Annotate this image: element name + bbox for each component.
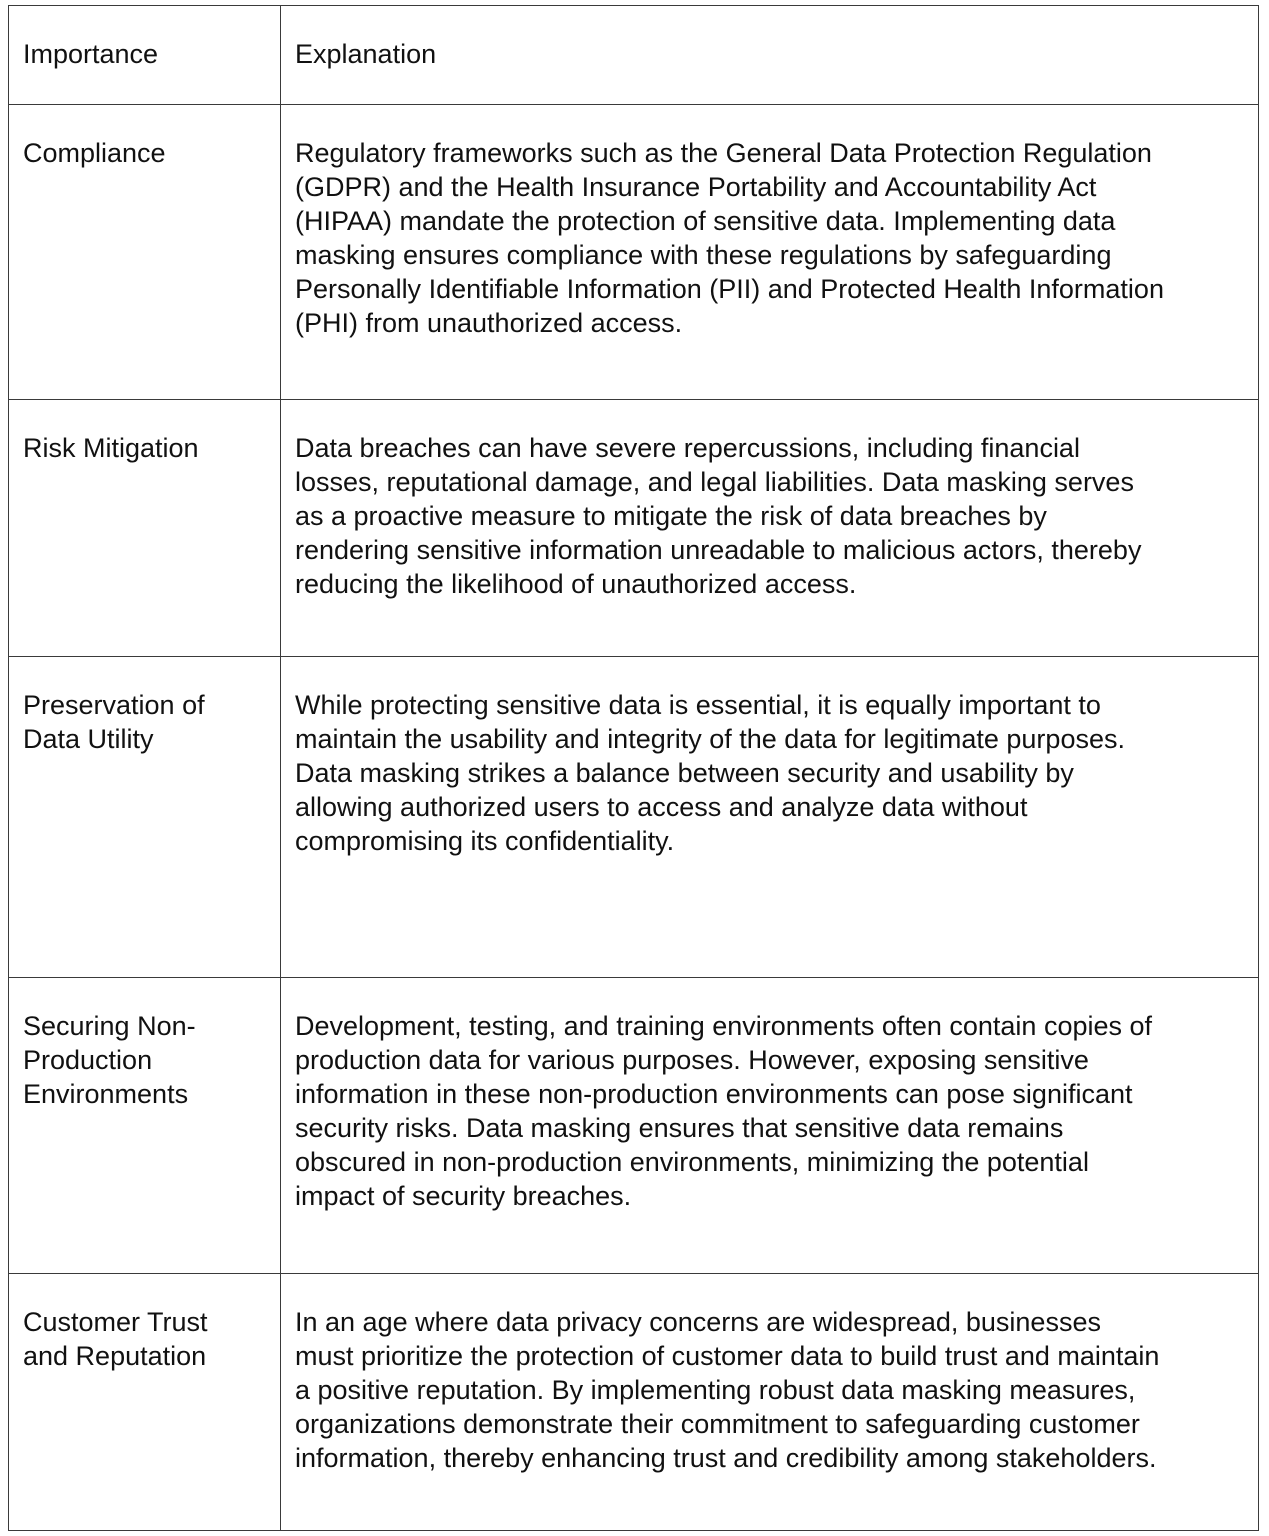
importance-table <box>8 5 1259 1531</box>
explanation-cell <box>281 400 1259 657</box>
importance-text: Risk Mitigation <box>23 433 199 463</box>
header-explanation-label: Explanation <box>295 39 437 69</box>
explanation-text: In an age where data privacy concerns are widespread, businesses must prioritize the protection of customer data to build trust and maintain a positive reputation. By implementing robust data masking measures, organizations demonstrate their commitment to safeguarding customer information, thereby enhancing trust and credibility among stakeholders. <box>295 1307 1160 1473</box>
table-header-row <box>9 6 1259 105</box>
importance-cell <box>9 400 281 657</box>
importance-text: Compliance <box>23 138 166 168</box>
table-row <box>9 978 1259 1274</box>
explanation-cell <box>281 1274 1259 1531</box>
explanation-text: Data breaches can have severe repercussions, including financial losses, reputational damage, and legal liabilities. Data masking serves as a proactive measure to mitigate the risk of data breaches by rendering sensitive information unreadable to malicious actors, thereby reducing the likelihood of unauthorized access. <box>295 433 1142 599</box>
explanation-text: While protecting sensitive data is essential, it is equally important to maintain the usability and integrity of the data for legitimate purposes. Data masking strikes a balance between security and usability by allowing authorized users to access and analyze data without compromising its confidentiality. <box>295 690 1125 856</box>
table-row <box>9 105 1259 400</box>
importance-cell <box>9 657 281 978</box>
table-row <box>9 1274 1259 1531</box>
importance-text: Customer Trust and Reputation <box>23 1307 208 1371</box>
explanation-cell <box>281 657 1259 978</box>
importance-text: Preservation of Data Utility <box>23 690 205 754</box>
explanation-text: Development, testing, and training environments often contain copies of production data for various purposes. However, exposing sensitive information in these non-production environments can pose significant security risks. Data masking ensures that sensitive data remains obscured in non-production environments, minimizing the potential impact of security breaches. <box>295 1011 1153 1211</box>
importance-text: Securing Non- Production Environments <box>23 1011 196 1109</box>
explanation-cell <box>281 105 1259 400</box>
importance-cell <box>9 1274 281 1531</box>
importance-cell <box>9 105 281 400</box>
header-importance-label: Importance <box>23 39 159 69</box>
explanation-cell <box>281 978 1259 1274</box>
header-cell-explanation <box>281 6 1259 105</box>
importance-cell <box>9 978 281 1274</box>
explanation-text: Regulatory frameworks such as the General Data Protection Regulation (GDPR) and the Health Insurance Portability and Accountability Act (HIPAA) mandate the protection of sensitive data. Implementing data masking ensures compliance with these regulations by safeguarding Personally Identifiable Information (PII) and Protected Health Information (PHI) from unauthorized access. <box>295 138 1164 338</box>
table-row <box>9 657 1259 978</box>
header-cell-importance <box>9 6 281 105</box>
table-row <box>9 400 1259 657</box>
